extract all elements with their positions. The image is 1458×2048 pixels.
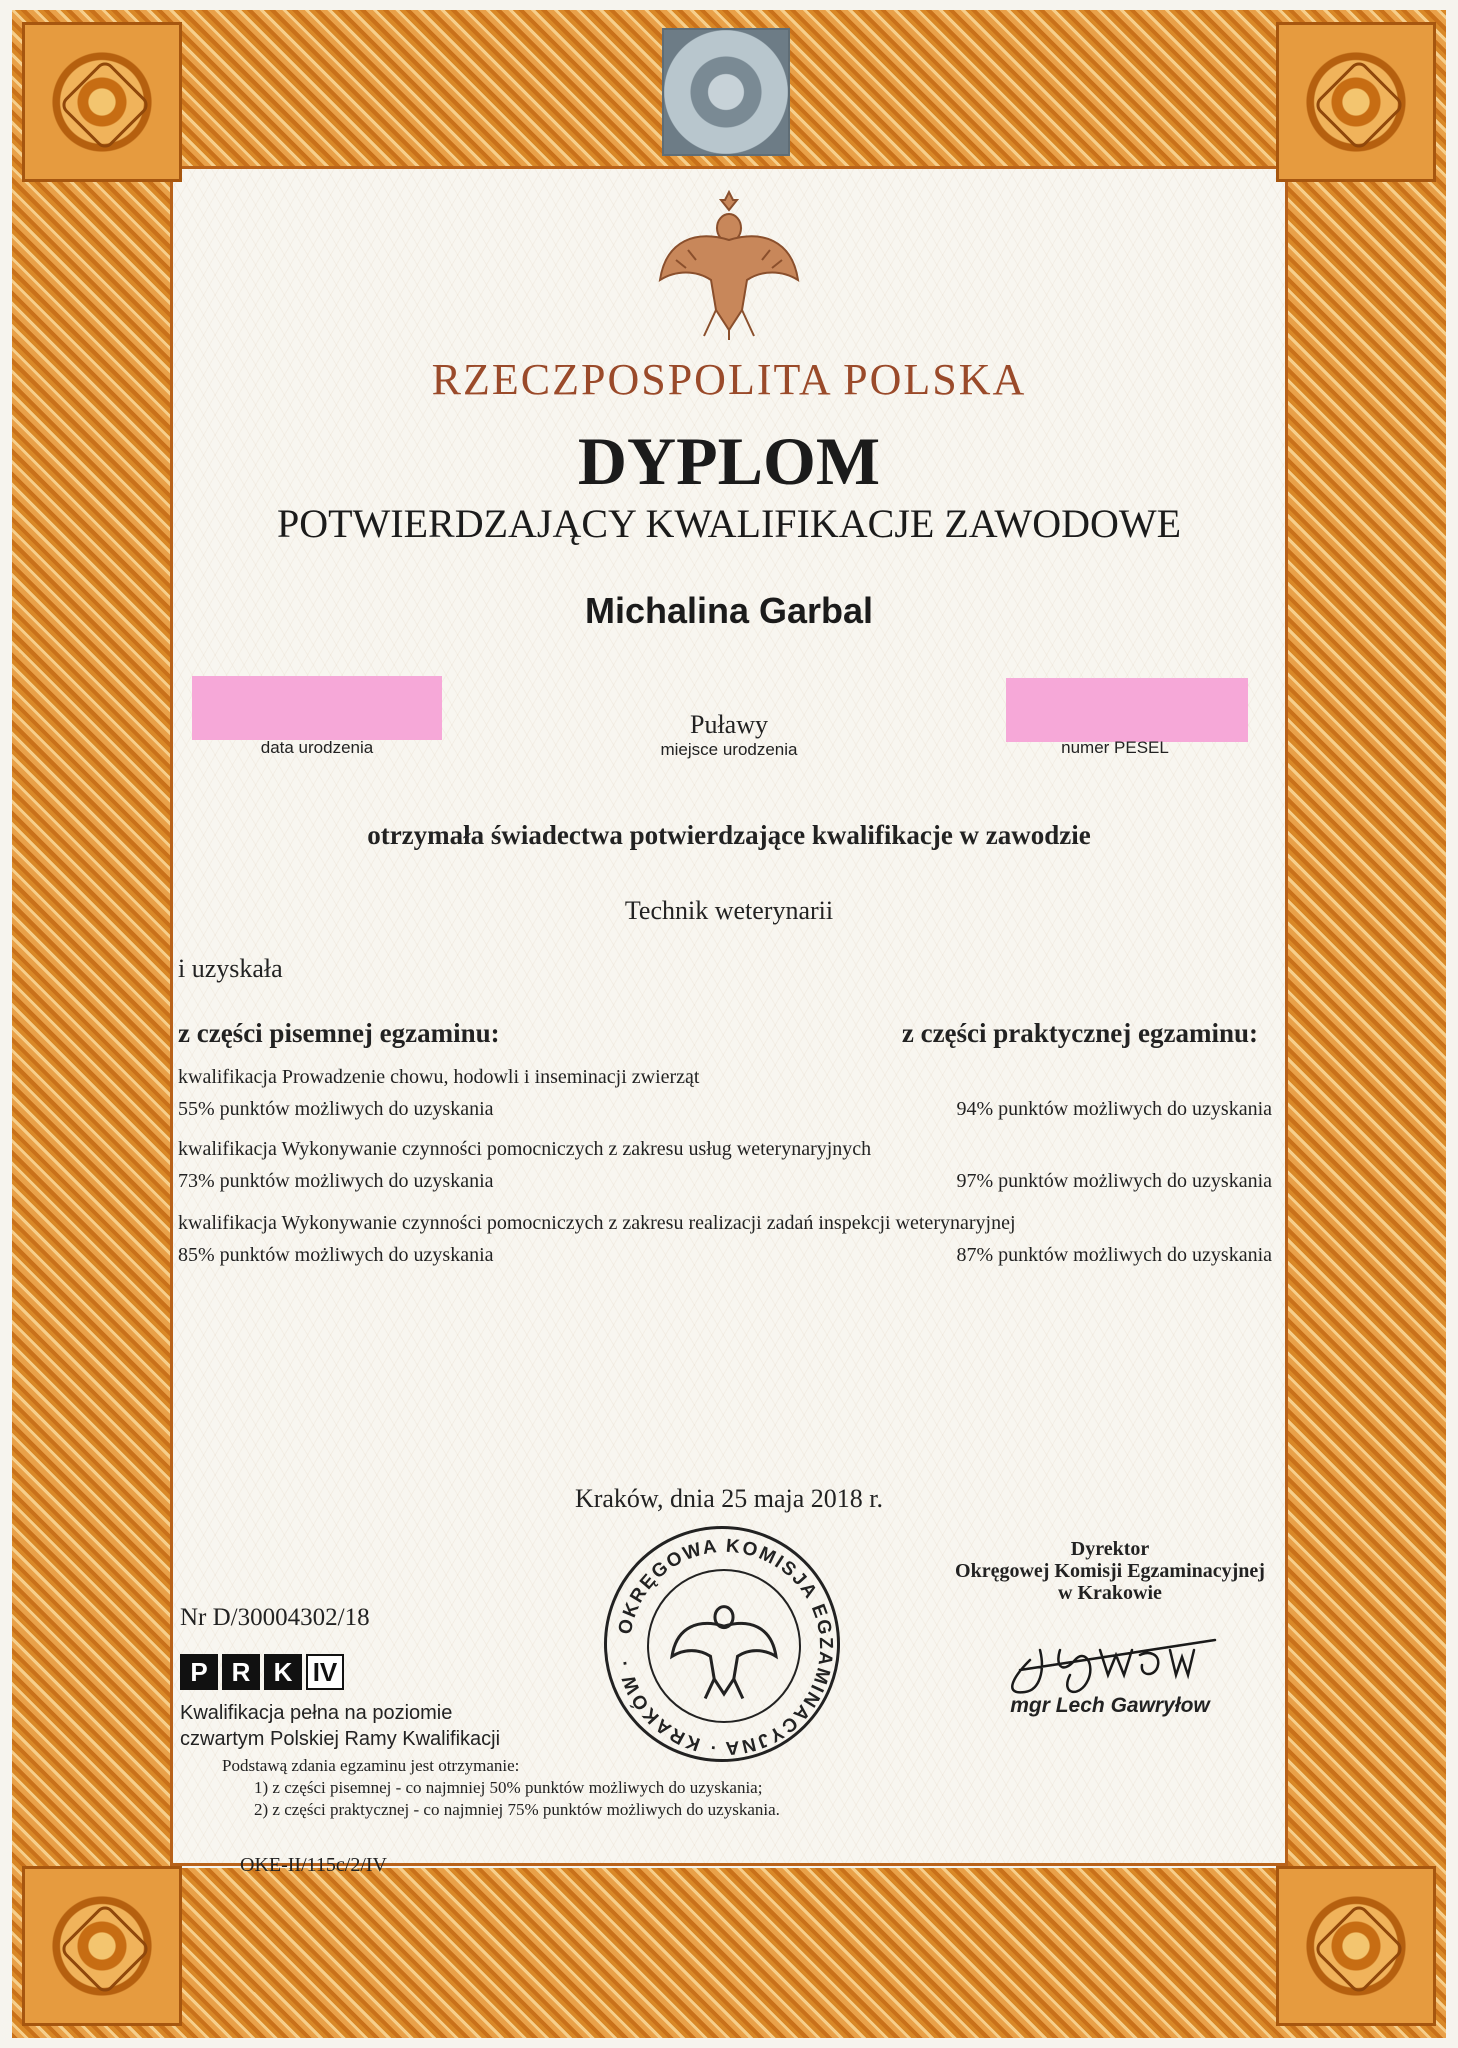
corner-ornament-top-left xyxy=(22,22,182,182)
prk-level: IV xyxy=(306,1654,344,1690)
written-score: 85% punktów możliwych do uzyskania xyxy=(178,1244,494,1266)
basis-intro: Podstawą zdania egzaminu jest otrzymanie: xyxy=(222,1756,520,1775)
form-code: OKE-II/115c/2/IV xyxy=(240,1854,387,1876)
profession-name: Technik weterynarii xyxy=(624,896,834,925)
director-city: w Krakowie xyxy=(1058,1582,1162,1604)
practical-part-header: z części praktycznej egzaminu: xyxy=(901,1018,1258,1048)
document-subtitle: POTWIERDZAJĄCY KWALIFIKACJE ZAWODOWE xyxy=(276,501,1182,546)
redacted-birthdate xyxy=(192,676,442,740)
prk-description-line2: czwartym Polskiej Ramy Kwalifikacji xyxy=(180,1728,501,1750)
practical-score: 97% punktów możliwych do uzyskania xyxy=(956,1170,1272,1192)
stamp-ring-text xyxy=(607,1529,843,1765)
prk-description-line1: Kwalifikacja pełna na poziomie xyxy=(180,1702,453,1724)
prk-letter: R xyxy=(222,1654,260,1690)
place-and-date: Kraków, dnia 25 maja 2018 r. xyxy=(574,1484,884,1513)
document-title: DYPLOM xyxy=(577,423,881,499)
official-stamp xyxy=(604,1526,840,1762)
director-institution: Okręgowej Komisji Egzaminacyjnej xyxy=(955,1560,1265,1582)
written-score: 73% punktów możliwych do uzyskania xyxy=(178,1170,494,1192)
handwritten-signature xyxy=(1000,1620,1230,1700)
birthdate-label: data urodzenia xyxy=(260,738,374,757)
basis-practical: 2) z części praktycznej - co najmniej 75% punktów możliwych do uzyskania. xyxy=(254,1800,780,1819)
redacted-pesel xyxy=(1006,678,1248,742)
basis-written: 1) z części pisemnej - co najmniej 50% punktów możliwych do uzyskania; xyxy=(254,1778,763,1797)
country-name: RZECZPOSPOLITA POLSKA xyxy=(431,355,1027,404)
written-part-header: z części pisemnej egzaminu: xyxy=(178,1018,500,1048)
prk-badge xyxy=(180,1654,348,1690)
director-name: mgr Lech Gawryłow xyxy=(1010,1694,1210,1717)
qualification-name: kwalifikacja Wykonywanie czynności pomocniczych z zakresu realizacji zadań inspekcji weterynaryjnej xyxy=(178,1212,1016,1234)
svg-text:OKRĘGOWA KOMISJA EGZAMINACYJNA: OKRĘGOWA KOMISJA EGZAMINACYJNA · KRAKÓW · xyxy=(614,1535,837,1759)
certification-statement: otrzymała świadectwa potwierdzające kwalifikacje w zawodzie xyxy=(367,820,1091,850)
diploma-number: Nr D/30004302/18 xyxy=(180,1604,370,1631)
birthplace-value: Puławy xyxy=(690,710,768,739)
hologram-seal xyxy=(662,28,790,156)
prk-letter: P xyxy=(180,1654,218,1690)
pesel-label: numer PESEL xyxy=(1061,738,1169,757)
written-score: 55% punktów możliwych do uzyskania xyxy=(178,1098,494,1120)
obtained-label: i uzyskała xyxy=(178,954,283,983)
corner-ornament-bottom-left xyxy=(22,1866,182,2026)
corner-ornament-top-right xyxy=(1276,22,1436,182)
qualification-name: kwalifikacja Wykonywanie czynności pomocniczych z zakresu usług weterynaryjnych xyxy=(178,1138,872,1160)
eagle-emblem-icon xyxy=(656,190,802,340)
practical-score: 94% punktów możliwych do uzyskania xyxy=(956,1098,1272,1120)
qualification-name: kwalifikacja Prowadzenie chowu, hodowli i inseminacji zwierząt xyxy=(178,1066,700,1088)
birthplace-label: miejsce urodzenia xyxy=(660,740,798,759)
corner-ornament-bottom-right xyxy=(1276,1866,1436,2026)
practical-score: 87% punktów możliwych do uzyskania xyxy=(956,1244,1272,1266)
prk-letter: K xyxy=(264,1654,302,1690)
holder-name: Michalina Garbal xyxy=(584,590,874,631)
director-title: Dyrektor xyxy=(1070,1538,1150,1560)
